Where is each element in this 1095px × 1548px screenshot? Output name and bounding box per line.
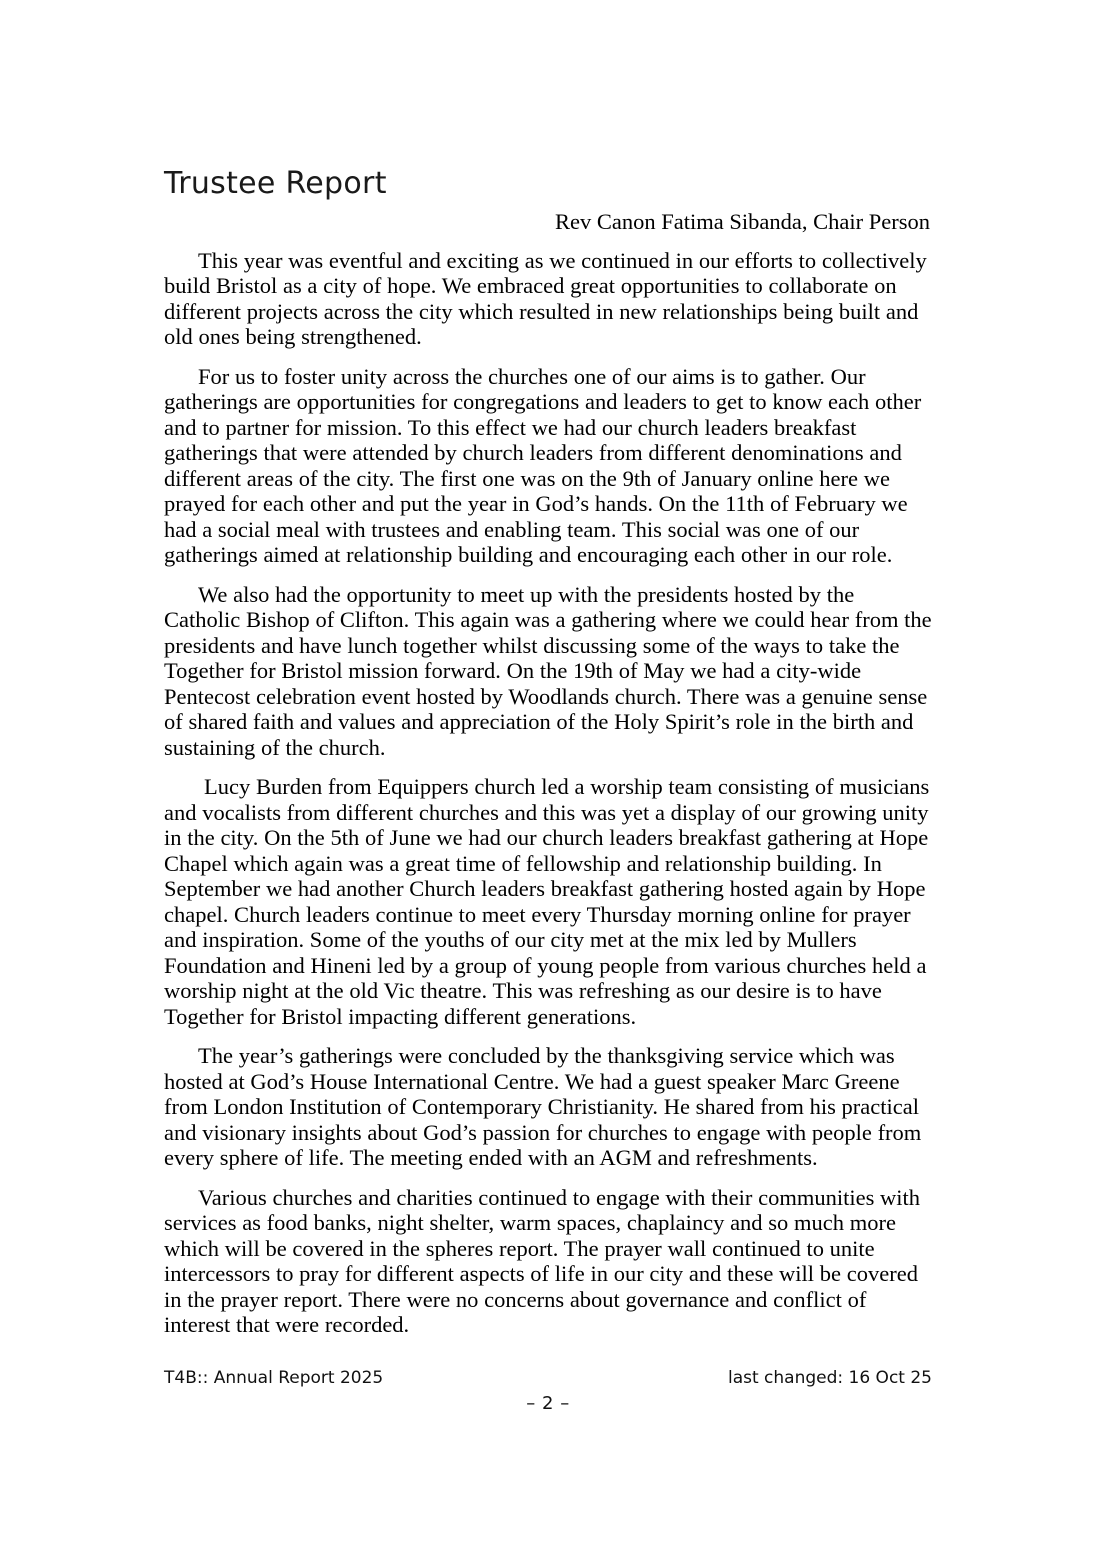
paragraph-6: Various churches and charities continued to engage with their communities with services as food banks, night shelter, warm spaces, chaplaincy and so much more which will be covered in the spheres report. The prayer wall continued to unite intercessors to pray for different aspects of life in our city and these will be covered in the prayer report. There were no concerns about governance and conflict of interest that were recorded. bbox=[164, 1184, 921, 1338]
paragraph-3: We also had the opportunity to meet up with the presidents hosted by the Catholic Bishop of Clifton. This again was a gathering where we could hear from the presidents and have lunch together whilst discussing some of the ways to take the Together for Bristol mission forward. On the 19th of May we had a city-wide Pentecost celebration event hosted by Woodlands church. There was a genuine sense of shared faith and values and appreciation of the Holy Spirit’s role in the birth and sustaining of the church. bbox=[164, 581, 932, 760]
paragraph-4: Lucy Burden from Equippers church led a worship team consisting of musicians and vocalists from different churches and this was yet a display of our growing unity in the city. On the 5th of June we had our church leaders breakfast gathering at Hope Chapel which again was a great time of fellowship and relationship building. In September we had another Church leaders breakfast gathering hosted again by Hope chapel. Church leaders continue to meet every Thursday morning online for prayer and inspiration. Some of the youths of our city met at the mix led by Mullers Foundation and Hineni led by a group of young people from various churches held a worship night at the old Vic theatre. This was refreshing as our desire is to have Together for Bristol impacting different generations. bbox=[164, 774, 930, 1029]
page-title: Trustee Report bbox=[164, 166, 387, 201]
document-body bbox=[164, 167, 932, 1338]
page-number: – 2 – bbox=[526, 1393, 570, 1414]
paragraph-5: The year’s gatherings were concluded by the thanksgiving service which was hosted at God’s House International Centre. We had a guest speaker Marc Greene from London Institution of Contemporary Christianity. He shared from his practical and visionary insights about God’s passion for churches to engage with people from every sphere of life. The meeting ended with an AGM and refreshments. bbox=[164, 1043, 922, 1171]
page-footer bbox=[164, 1368, 932, 1388]
footer-row bbox=[164, 1368, 932, 1388]
paragraph-2: For us to foster unity across the churches one of our aims is to gather. Our gatherings are opportunities for congregations and leaders to get to know each other and to partner for mission. To this effect we had our church leaders breakfast gatherings that were attended by church leaders from different denominations and different areas of the city. The first one was on the 9th of January online here we prayed for each other and put the year in God’s hands. On the 11th of February we had a social meal with trustees and enabling team. This social was one of our gatherings aimed at relationship building and encouraging each other in our role. bbox=[164, 363, 922, 568]
footer-document-label: T4B:: Annual Report 2025 bbox=[164, 1368, 384, 1388]
footer-last-changed: last changed: 16 Oct 25 bbox=[727, 1368, 932, 1388]
paragraph-1: This year was eventful and exciting as we continued in our efforts to collectively build Bristol as a city of hope. We embraced great opportunities to collaborate on different projects across the city which resulted in new relationships being built and old ones being strengthened. bbox=[164, 247, 927, 350]
author-byline: Rev Canon Fatima Sibanda, Chair Person bbox=[555, 208, 930, 234]
